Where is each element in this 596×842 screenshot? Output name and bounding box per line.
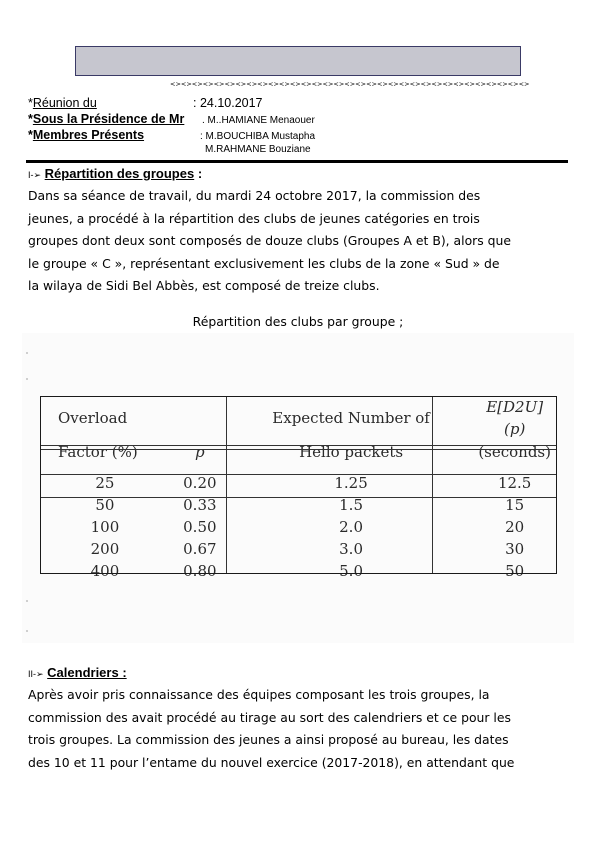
table-cell: 0.33	[183, 496, 217, 514]
table-divider	[41, 497, 556, 498]
scan-artifact	[26, 600, 28, 602]
table-cell: 0.50	[183, 518, 217, 536]
presidence-label: *Sous la Présidence de Mr	[28, 112, 185, 126]
presidence-value: . M..HAMIANE Menaouer	[202, 115, 315, 126]
table-divider	[226, 397, 227, 573]
table-header-row	[40, 396, 557, 440]
header-divider	[26, 160, 568, 163]
header-cell-hello: Hello packets	[299, 443, 404, 461]
table-cell: 20	[505, 518, 525, 536]
table-cell: 25	[95, 474, 115, 492]
table-caption: Répartition des clubs par groupe ;	[192, 314, 404, 329]
table-cell: 0.80	[183, 562, 217, 580]
section-1-paragraph: Dans sa séance de travail, du mardi 24 octobre 2017, la commission des jeunes, a procédé à la répartition des clubs de jeunes catégories en trois groupes dont deux sont composés de douze clubs (Groupes A et B), alors que le groupe « C », représentant exclusivement les clubs de la zone « Sud » de la wilaya de Sidi Bel Abbès, est composé de treize clubs.	[28, 188, 512, 294]
member-1: : M.BOUCHIBA Mustapha	[200, 131, 316, 142]
header-cell-overload: Overload	[58, 409, 128, 427]
header-cell-factor: Factor (%)	[58, 443, 138, 461]
table-header-row-2	[40, 440, 557, 464]
table-cell: 3.0	[339, 540, 363, 558]
scan-artifact	[26, 378, 28, 380]
table-row	[40, 464, 557, 494]
members-label: *Membres Présents	[28, 128, 145, 142]
table-row	[40, 538, 557, 560]
table-cell: 15	[505, 496, 525, 514]
table-cell: 100	[90, 518, 120, 536]
table-cell: 2.0	[339, 518, 363, 536]
table-row	[40, 560, 557, 582]
table-divider	[41, 449, 556, 450]
scan-artifact	[26, 630, 28, 632]
header-cell-seconds: (seconds)	[478, 443, 551, 461]
table-row	[40, 516, 557, 538]
header-cell-p: p	[195, 443, 205, 461]
member-2: M.RAHMANE Bouziane	[205, 144, 311, 155]
table-cell: 12.5	[497, 474, 532, 492]
table-cell: 400	[90, 562, 120, 580]
table-cell: 0.67	[183, 540, 217, 558]
header-cell-expected: Expected Number of	[272, 409, 430, 427]
table-cell: 0.20	[183, 474, 217, 492]
table-cell: 5.0	[339, 562, 363, 580]
meeting-date-label: *Réunion du	[28, 96, 97, 110]
table-divider	[41, 474, 556, 475]
data-table	[40, 396, 557, 582]
decorative-divider: <><><><><><><><><><><><><><><><><><><><><><><><><><><><><><><><><>	[170, 80, 530, 88]
table-divider	[41, 445, 556, 446]
table-cell: 1.25	[334, 474, 368, 492]
table-cell: 50	[505, 562, 525, 580]
header-cell-p-top	[170, 396, 230, 440]
meeting-date-value: : 24.10.2017	[193, 96, 263, 110]
header-cell-ed2u: E[D2U](p)	[486, 398, 544, 438]
title-box	[75, 46, 521, 76]
section-2-heading: II-➢ Calendriers :	[28, 665, 127, 680]
table-cell: 50	[95, 496, 115, 514]
table-divider	[432, 397, 433, 573]
section-2-paragraph: Après avoir pris connaissance des équipes composant les trois groupes, la commission des avait procédé au tirage au sort des calendriers et ce pour les trois groupes. La commission des jeunes a ainsi proposé au bureau, les dates des 10 et 11 pour l’entame du nouvel exercice (2017-2018), en attendant que	[28, 687, 515, 770]
table-cell: 30	[505, 540, 525, 558]
table-cell: 1.5	[339, 496, 363, 514]
table-cell: 200	[90, 540, 120, 558]
section-1-heading: I-➢ Répartition des groupes :	[28, 166, 203, 181]
scan-artifact	[26, 352, 28, 354]
